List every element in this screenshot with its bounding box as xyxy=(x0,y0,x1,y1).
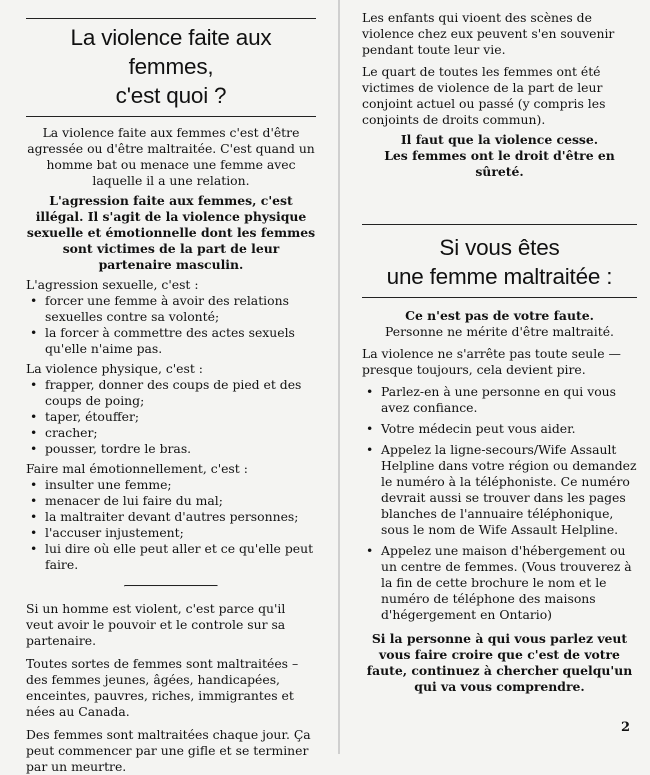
illegal-statement: L'agression faite aux femmes, c'est illégal. Il s'agit de la violence physique sexuelle et émotionnelle dont les femmes sont victimes de la part de leur partenaire masculin. xyxy=(26,193,316,272)
section-divider xyxy=(124,585,218,587)
left-column xyxy=(26,0,316,775)
list-item: • forcer une femme à avoir des relations sexuelles contre sa volonté; xyxy=(26,293,316,325)
section-heading-if-abused xyxy=(362,233,637,291)
sexual-assault-list xyxy=(26,293,316,357)
help-list xyxy=(362,384,637,623)
list-item: • menacer de lui faire du mal; xyxy=(26,493,316,509)
list-item: • Appelez une maison d'hébergement ou un centre de femmes. (Vous trouverez à la fin de cette brochure le nom et le numéro de téléphone des maisons d'hégergement en Ontario) xyxy=(362,543,637,623)
list-item: • la maltraiter devant d'autres personnes; xyxy=(26,509,316,525)
heading-top-rule xyxy=(362,224,637,225)
children-paragraph: Les enfants qui vioent des scènes de violence chez eux peuvent s'en souvenir pendant toute leur vie. xyxy=(362,10,615,57)
list-item: • cracher; xyxy=(26,425,316,441)
list-item: • Appelez la ligne-secours/Wife Assault Helpline dans votre région ou demandez le numéro à la téléphoniste. Ce numéro devrait aussi se trouver dans les pages blanches de l'annuaire téléphonique, sous le nom de Wife Assault Helpline. xyxy=(362,442,637,538)
daily-paragraph: Des femmes sont maltraitées chaque jour. Ça peut commencer par une gifle et se terminer par un meurtre. xyxy=(26,727,311,774)
right-to-safety-statement: Les femmes ont le droit d'être en sûreté. xyxy=(384,148,615,179)
closing-statement: Si la personne à qui vous parlez veut vous faire croire que c'est de votre faute, continuez à chercher quelqu'un qui va vous comprendre. xyxy=(366,631,633,694)
heading-line: une femme maltraitée : xyxy=(386,264,613,289)
right-column xyxy=(362,0,637,695)
list-item: • insulter une femme; xyxy=(26,477,316,493)
power-paragraph: Si un homme est violent, c'est parce qu'il veut avoir le pouvoir et le controle sur sa partenaire. xyxy=(26,601,286,648)
list-item: • frapper, donner des coups de pied et des coups de poing; xyxy=(26,377,316,409)
heading-line: c'est quoi ? xyxy=(115,83,227,108)
must-stop-statement: Il faut que la violence cesse. xyxy=(400,132,599,147)
page-fold xyxy=(338,0,340,754)
top-rule xyxy=(26,18,316,19)
emotional-harm-intro: Faire mal émotionnellement, c'est : xyxy=(26,461,248,476)
list-item: • lui dire où elle peut aller et ce qu'elle peut faire. xyxy=(26,541,316,573)
list-item: • Votre médecin peut vous aider. xyxy=(362,421,637,437)
physical-violence-intro: La violence physique, c'est : xyxy=(26,361,203,376)
emotional-harm-list xyxy=(26,477,316,573)
sexual-assault-intro: L'agression sexuelle, c'est : xyxy=(26,277,199,292)
quarter-paragraph: Le quart de toutes les femmes ont été victimes de violence de la part de leur conjoint actuel ou passé (y compris les conjoints de droits commun). xyxy=(362,64,606,127)
list-item: • taper, étouffer; xyxy=(26,409,316,425)
heading-line: Si vous êtes xyxy=(439,235,560,260)
section-heading-what-is xyxy=(26,23,316,110)
list-item: • l'accuser injustement; xyxy=(26,525,316,541)
heading-rule xyxy=(362,297,637,298)
nobody-deserves: Personne ne mérite d'être maltraité. xyxy=(384,324,614,339)
heading-line: La violence faite aux femmes, xyxy=(70,25,272,79)
list-item: • Parlez-en à une personne en qui vous avez confiance. xyxy=(362,384,637,416)
physical-violence-list xyxy=(26,377,316,457)
page-number: 2 xyxy=(620,720,630,735)
all-women-paragraph: Toutes sortes de femmes sont maltraitées – des femmes jeunes, âgées, handicapées, enceintes, pauvres, riches, immigrantes et nées au Canada. xyxy=(26,656,299,719)
heading-rule xyxy=(26,116,316,117)
list-item: • la forcer à commettre des actes sexuels qu'elle n'aime pas. xyxy=(26,325,316,357)
violence-wont-stop: La violence ne s'arrête pas toute seule — presque toujours, cela devient pire. xyxy=(362,346,621,377)
intro-paragraph: La violence faite aux femmes c'est d'être agressée ou d'être maltraitée. C'est quand un homme bat ou menace une femme avec laquelle il a une relation. xyxy=(27,125,315,188)
list-item: • pousser, tordre le bras. xyxy=(26,441,316,457)
not-your-fault: Ce n'est pas de votre faute. xyxy=(405,308,594,323)
